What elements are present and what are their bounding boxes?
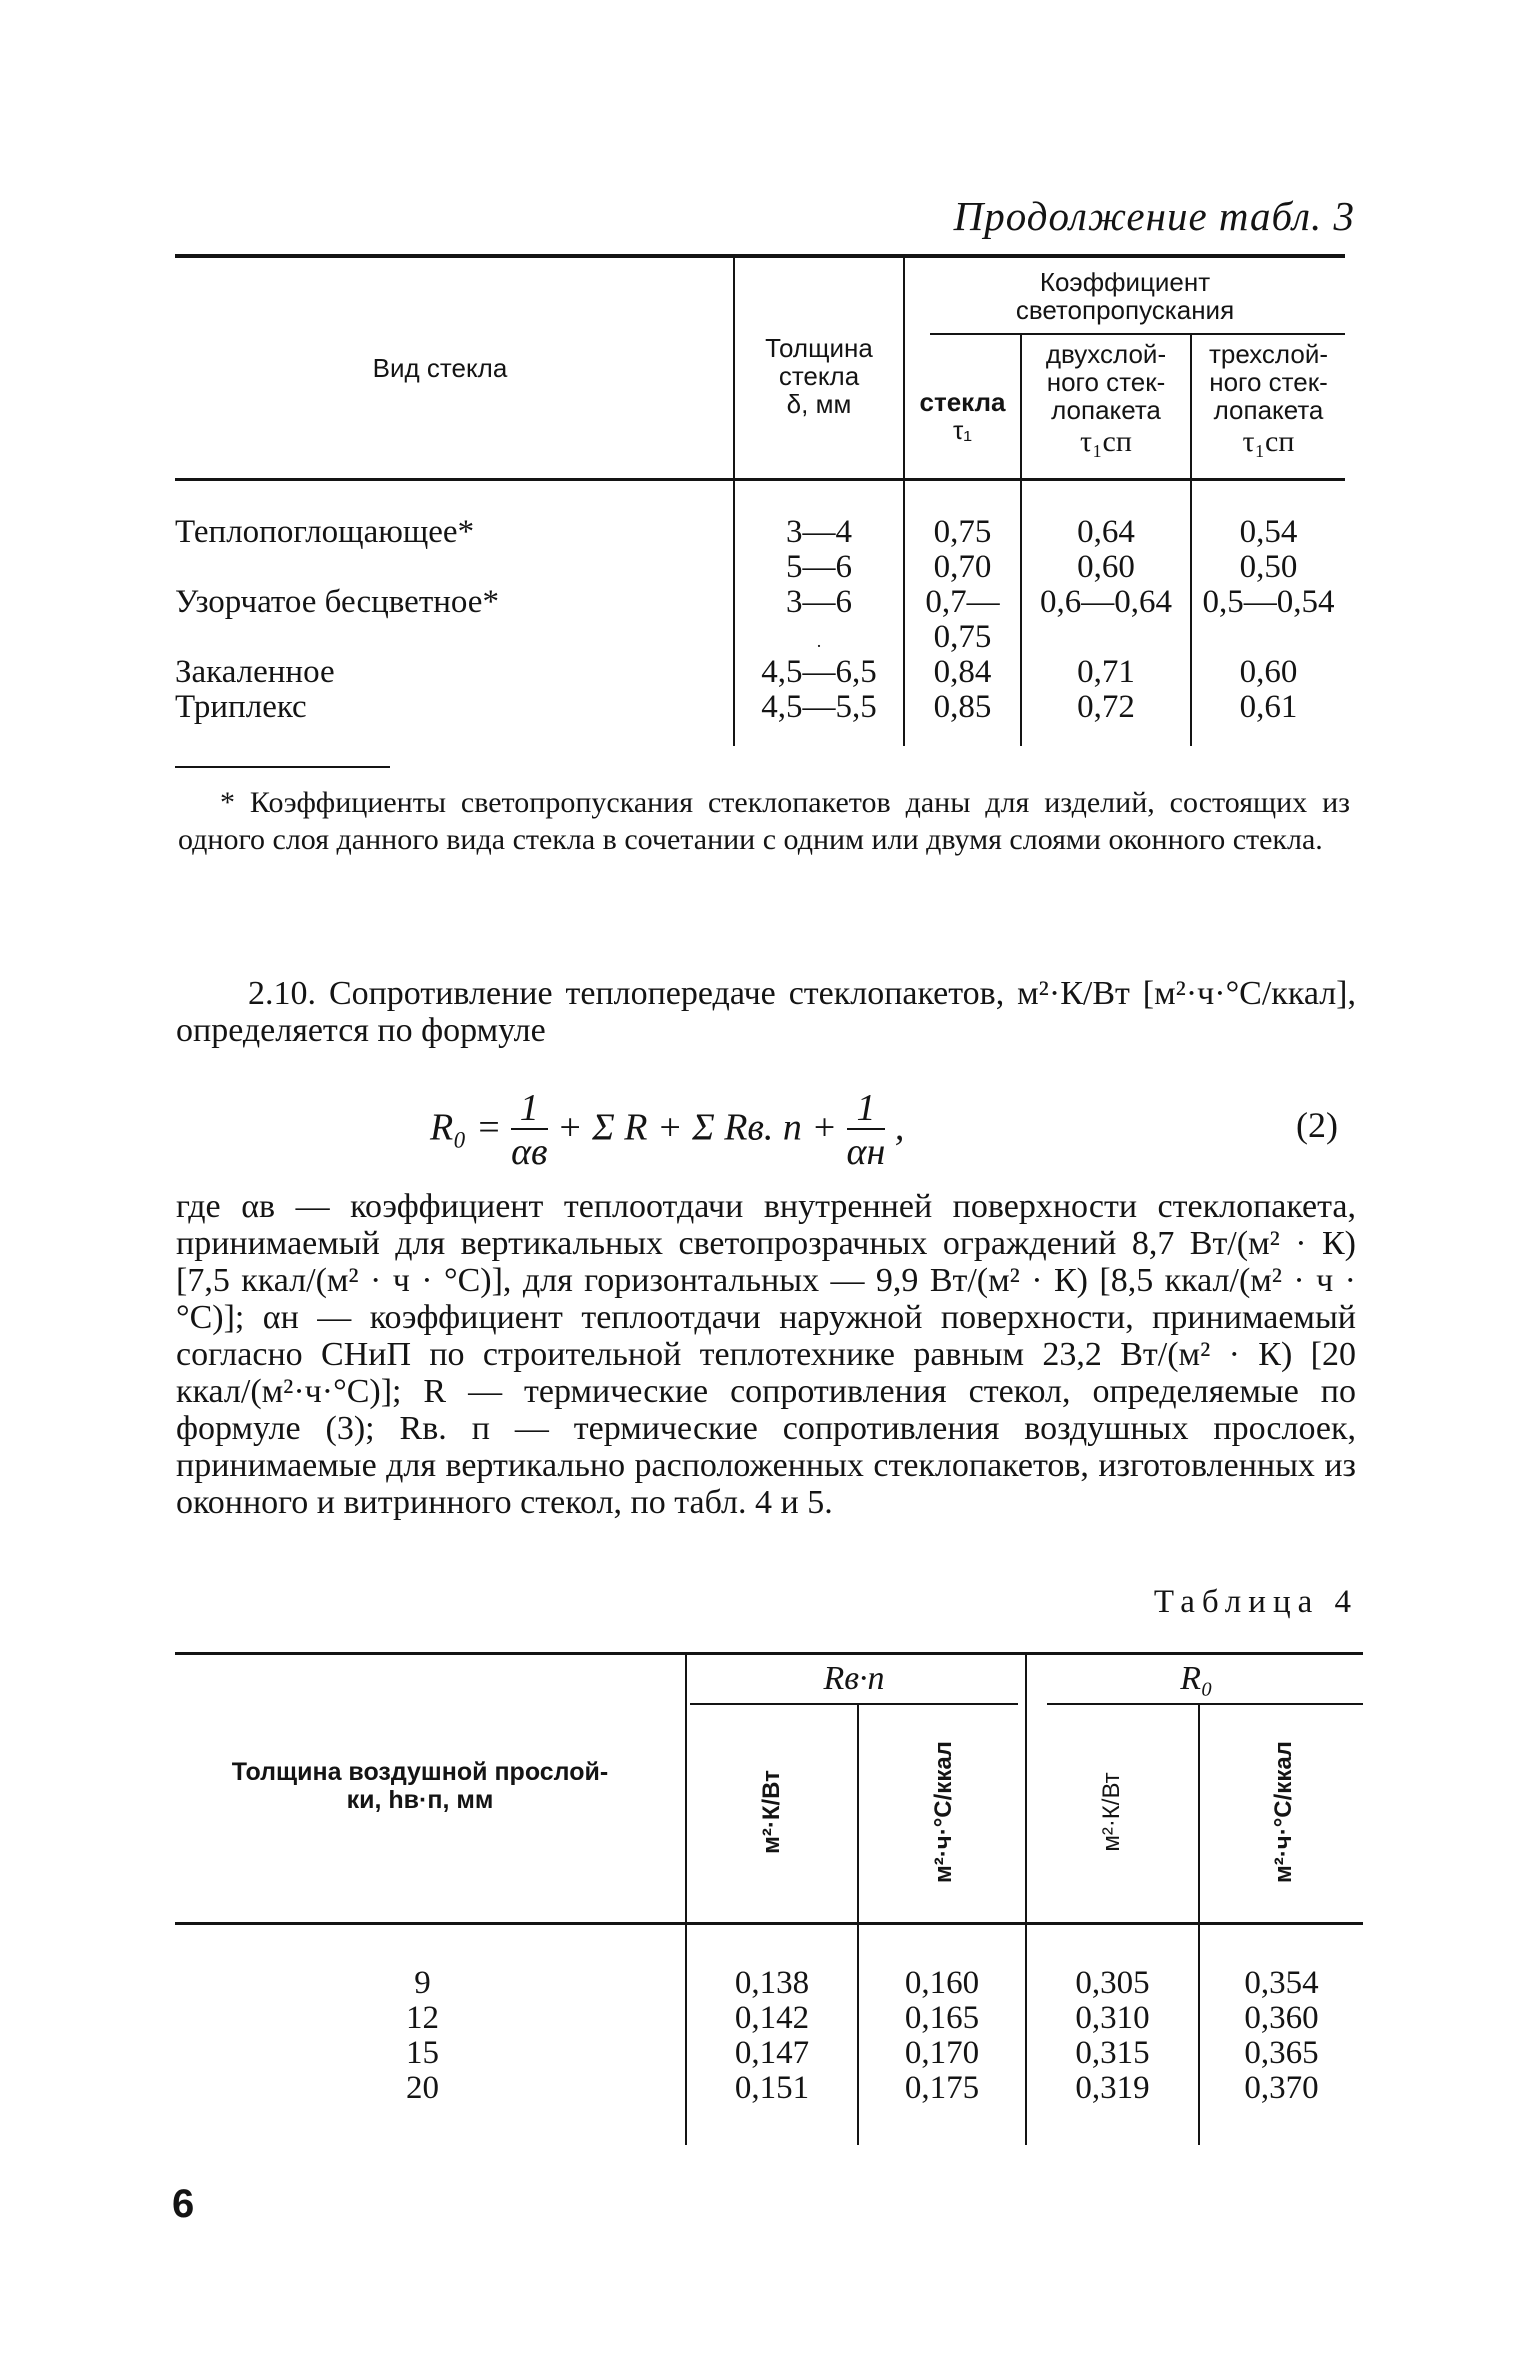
cell-double: 0,6—0,64 [1040, 584, 1172, 620]
formula-lhs: R₀ = [430, 1106, 502, 1149]
cell-thickness: 4,5—5,5 [761, 689, 877, 725]
cell-glass: 0,75 [933, 619, 992, 655]
cell-rvp-old: 0,175 [904, 2070, 980, 2106]
rvp-old-column [859, 1966, 1025, 2106]
table-3-subheader-rule [930, 333, 1345, 335]
header-double-pane [1022, 340, 1190, 456]
r0-old-column [1200, 1966, 1363, 2106]
cell-triple: 0,54 [1239, 514, 1298, 550]
section-lead: 2.10. Сопротивление теплопередаче стеклопакетов, м²·К/Вт [м²·ч·°С/ккал], определяется по формуле [176, 975, 1356, 1049]
cell-glass: 0,70 [933, 549, 992, 585]
table-3-top-rule [175, 254, 1345, 258]
header-triple-line: трехслой- [1208, 339, 1329, 369]
formula-number: (2) [1296, 1105, 1338, 1145]
table-row [175, 585, 499, 620]
cell-glass: 0,75 [933, 514, 992, 550]
cell-r0-si: 0,315 [1075, 2035, 1150, 2071]
cell-air-gap: 9 [414, 1965, 431, 2001]
table-4-subheader-rule [1047, 1703, 1363, 1705]
header-double-symbol: τ₁сп [1080, 425, 1132, 458]
cell-rvp-old: 0,170 [904, 2035, 980, 2071]
header-group-line: светопропускания [1015, 295, 1235, 325]
cell-r0-si: 0,310 [1075, 2000, 1150, 2036]
header-double-line: ного стек- [1046, 367, 1166, 397]
header-glass-type: Вид стекла [372, 353, 508, 383]
header-glass-symbol: τ₁ [952, 415, 973, 445]
header-group-line: Коэффициент [1039, 267, 1211, 297]
cell-r0-si: 0,319 [1075, 2070, 1150, 2106]
cell-r0-old: 0,360 [1244, 2000, 1319, 2036]
cell-double: 0,64 [1077, 514, 1135, 550]
double-column [1022, 515, 1190, 725]
cell-rvp-old: 0,165 [904, 2000, 980, 2036]
triple-column [1192, 515, 1345, 725]
row-glass-name: Закаленное [175, 654, 335, 690]
header-air-gap-line: ки, hв·п, мм [346, 1786, 494, 1814]
header-glass-line: стекла [919, 387, 1006, 417]
thickness-column: 3—4 5—6 3—6 . 4,5—6,5 4,5—5,5 [735, 515, 903, 725]
header-thickness [735, 334, 903, 418]
cell-r0-old: 0,365 [1244, 2035, 1319, 2071]
cell-double: 0,60 [1077, 549, 1135, 585]
cell-rvp-si: 0,147 [734, 2035, 810, 2071]
formula-fraction-outer: $\frac{1}{\alpha н}$ [846, 1087, 886, 1173]
header-air-gap [175, 1758, 665, 1814]
cell-thickness: 4,5—6,5 [761, 654, 877, 690]
cell-double: 0,71 [1077, 654, 1135, 690]
formula-sums: + Σ R + Σ Rв. п + [557, 1106, 838, 1149]
cell-double: 0,72 [1077, 689, 1135, 725]
table-row [175, 515, 474, 550]
continuation-caption: Продолжение табл. 3 [953, 193, 1355, 239]
cell-thickness: 5—6 [786, 549, 852, 585]
cell-thickness: 3—4 [786, 514, 852, 550]
cell-triple: 0,61 [1239, 689, 1298, 725]
cell-r0-old: 0,354 [1244, 1965, 1319, 2001]
row-glass-name: Узорчатое бесцветное* [175, 584, 499, 620]
cell-triple: 0,50 [1239, 549, 1298, 585]
cell-triple: 0,60 [1239, 654, 1298, 690]
air-gap-column [340, 1966, 505, 2106]
footnote: * Коэффициенты светопропускания стеклопакетов даны для изделий, состоящих из одного слоя данного вида стекла в сочетании с одним или двумя слоями оконного стекла. [178, 786, 1350, 856]
table-3-header-rule [175, 478, 1345, 481]
header-triple-line: лопакета [1213, 395, 1324, 425]
table-4-top-rule [175, 1652, 1363, 1655]
cell-rvp-si: 0,151 [734, 2070, 810, 2106]
cell-r0-si: 0,305 [1075, 1965, 1150, 2001]
cell-air-gap: 20 [406, 2070, 439, 2106]
cell-rvp-si: 0,142 [734, 2000, 810, 2036]
table-4-header-rule [175, 1922, 1363, 1925]
header-thickness-line: δ, мм [786, 389, 852, 419]
formula-2: R₀ = $\frac{1}{\alpha в}$ + Σ R + Σ Rв. п + $\frac{1}{\alpha н}$ , [430, 1087, 905, 1173]
rvp-si-column [687, 1966, 857, 2106]
row-glass-name: Триплекс [175, 689, 307, 725]
unit-r0-si: м²·К/Вт [1098, 1772, 1125, 1852]
header-r0: R₀ [1180, 1660, 1213, 1697]
header-rvp: Rв·п [823, 1660, 885, 1697]
table-row [175, 655, 335, 725]
table-4-title: Таблица 4 [1153, 1584, 1358, 1620]
cell-glass: 0,7— [925, 584, 1000, 620]
page-number: 6 [172, 2182, 195, 2226]
formula-fraction-inner: $\frac{1}{\alpha в}$ [511, 1087, 548, 1173]
cell-air-gap: 12 [406, 2000, 439, 2036]
row-glass-name: Теплопоглощающее* [175, 514, 475, 550]
cell-rvp-old: 0,160 [904, 1965, 980, 2001]
cell-r0-old: 0,370 [1244, 2070, 1319, 2106]
cell-rvp-si: 0,138 [734, 1965, 810, 2001]
header-double-line: двухслой- [1045, 339, 1167, 369]
footnote-rule [175, 766, 390, 768]
table-4-subheader-rule [690, 1703, 1018, 1705]
header-triple-pane [1192, 340, 1345, 456]
cell-triple: 0,5—0,54 [1202, 584, 1335, 620]
header-thickness-line: Толщина [765, 333, 873, 363]
unit-rvp-old: м²·ч·°С/ккал [930, 1741, 957, 1883]
cell-glass: 0,84 [933, 654, 992, 690]
glass-column [905, 515, 1020, 725]
header-air-gap-line: Толщина воздушной прослой- [231, 1758, 609, 1786]
header-thickness-line: стекла [778, 361, 860, 391]
unit-rvp-si: м²·К/Вт [758, 1770, 785, 1854]
r0-si-column [1027, 1966, 1198, 2106]
header-transmission-group [905, 268, 1345, 324]
unit-r0-old: м²·ч·°С/ккал [1270, 1741, 1297, 1883]
header-triple-symbol: τ₁сп [1242, 425, 1295, 458]
cell-glass: 0,85 [933, 689, 992, 725]
header-triple-line: ного стек- [1209, 367, 1328, 397]
header-glass [905, 388, 1020, 444]
formula-explanation: где αв — коэффициент теплоотдачи внутренней поверхности стеклопакета, принимаемый для вертикальных светопрозрачных ограждений 8,7 Вт/(м² · К) [7,5 ккал/(м² · ч · °С)], для горизонтальных — 9,9 Вт/(м² · К) [8,5 ккал/(м² · ч · °С)]; αн — коэффициент теплоотдачи наружной поверхности, принимаемый согласно СНиП по строительной теплотехнике равным 23,2 Вт/(м² · К) [20 ккал/(м²·ч·°С)]; R — термические сопротивления стекол, определяемые по формуле (3); Rв. п — термические сопротивления воздушных прослоек, принимаемые для вертикально расположенных стеклопакетов, изготовленных из оконного и витринного стекол, по табл. 4 и 5. [176, 1188, 1356, 1521]
header-double-line: лопакета [1051, 395, 1161, 425]
cell-air-gap: 15 [406, 2035, 439, 2071]
cell-thickness: 3—6 [786, 584, 852, 620]
